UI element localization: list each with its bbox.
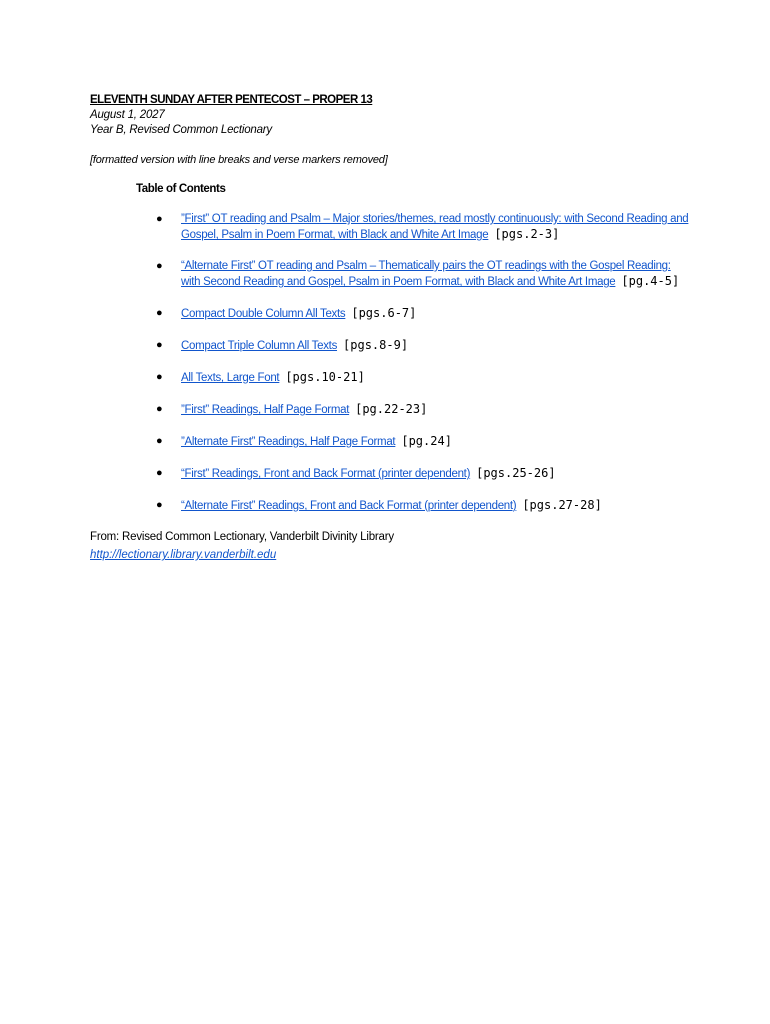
toc-pages: [pgs.8-9] — [343, 338, 409, 352]
bullet-icon: ● — [156, 213, 163, 225]
toc-link[interactable]: “First” Readings, Front and Back Format (printer dependent) — [181, 468, 471, 480]
toc-item — [90, 259, 690, 290]
toc-link[interactable]: All Texts, Large Font — [181, 372, 280, 384]
toc-link[interactable]: Compact Triple Column All Texts — [181, 340, 338, 352]
toc-pages: [pg.24] — [401, 434, 452, 448]
toc-pages: [pgs.10-21] — [285, 370, 365, 384]
toc-pages: [pgs.2-3] — [494, 227, 560, 241]
toc-list — [90, 212, 690, 514]
bullet-icon: ● — [156, 467, 163, 479]
service-date: August 1, 2027 — [90, 109, 165, 121]
source-credit: From: Revised Common Lectionary, Vanderbilt Divinity Library — [90, 531, 394, 543]
toc-pages: [pgs.6-7] — [351, 306, 417, 320]
toc-item — [90, 338, 690, 354]
format-note: [formatted version with line breaks and verse markers removed] — [90, 154, 388, 166]
document-title: ELEVENTH SUNDAY AFTER PENTECOST – PROPER 13 — [90, 94, 373, 106]
toc-pages: [pgs.25-26] — [476, 466, 556, 480]
toc-pages: [pgs.27-28] — [522, 498, 602, 512]
toc-pages: [pg.4-5] — [621, 274, 680, 288]
toc-item — [90, 370, 690, 386]
toc-link[interactable]: “Alternate First” Readings, Front and Back Format (printer dependent) — [181, 500, 517, 512]
bullet-icon: ● — [156, 499, 163, 511]
bullet-icon: ● — [156, 307, 163, 319]
toc-heading: Table of Contents — [136, 183, 226, 195]
toc-link[interactable]: ”First” OT reading and Psalm – Major stories/themes, read mostly continuously: with Second Reading and Gospel, Psalm in Poem Format, with Black and White Art Image — [181, 213, 689, 241]
bullet-icon: ● — [156, 403, 163, 415]
toc-link[interactable]: “Alternate First” OT reading and Psalm – Thematically pairs the OT readings with the Gospel Reading: with Second Reading and Gospel, Psalm in Poem Format, with Black and White Art Image — [181, 260, 671, 288]
toc-item — [90, 306, 690, 322]
toc-link[interactable]: ”First” Readings, Half Page Format — [181, 404, 350, 416]
bullet-icon: ● — [156, 435, 163, 447]
toc-link[interactable]: Compact Double Column All Texts — [181, 308, 346, 320]
document-page — [90, 93, 690, 563]
toc-item — [90, 402, 690, 418]
toc-item — [90, 498, 690, 514]
toc-item — [90, 466, 690, 482]
source-url-link[interactable]: http://lectionary.library.vanderbilt.edu — [90, 549, 277, 561]
bullet-icon: ● — [156, 260, 163, 272]
toc-item — [90, 212, 690, 243]
bullet-icon: ● — [156, 371, 163, 383]
toc-pages: [pg.22-23] — [355, 402, 428, 416]
lectionary-year: Year B, Revised Common Lectionary — [90, 124, 272, 136]
toc-item — [90, 434, 690, 450]
toc-link[interactable]: ”Alternate First” Readings, Half Page Format — [181, 436, 396, 448]
bullet-icon: ● — [156, 339, 163, 351]
